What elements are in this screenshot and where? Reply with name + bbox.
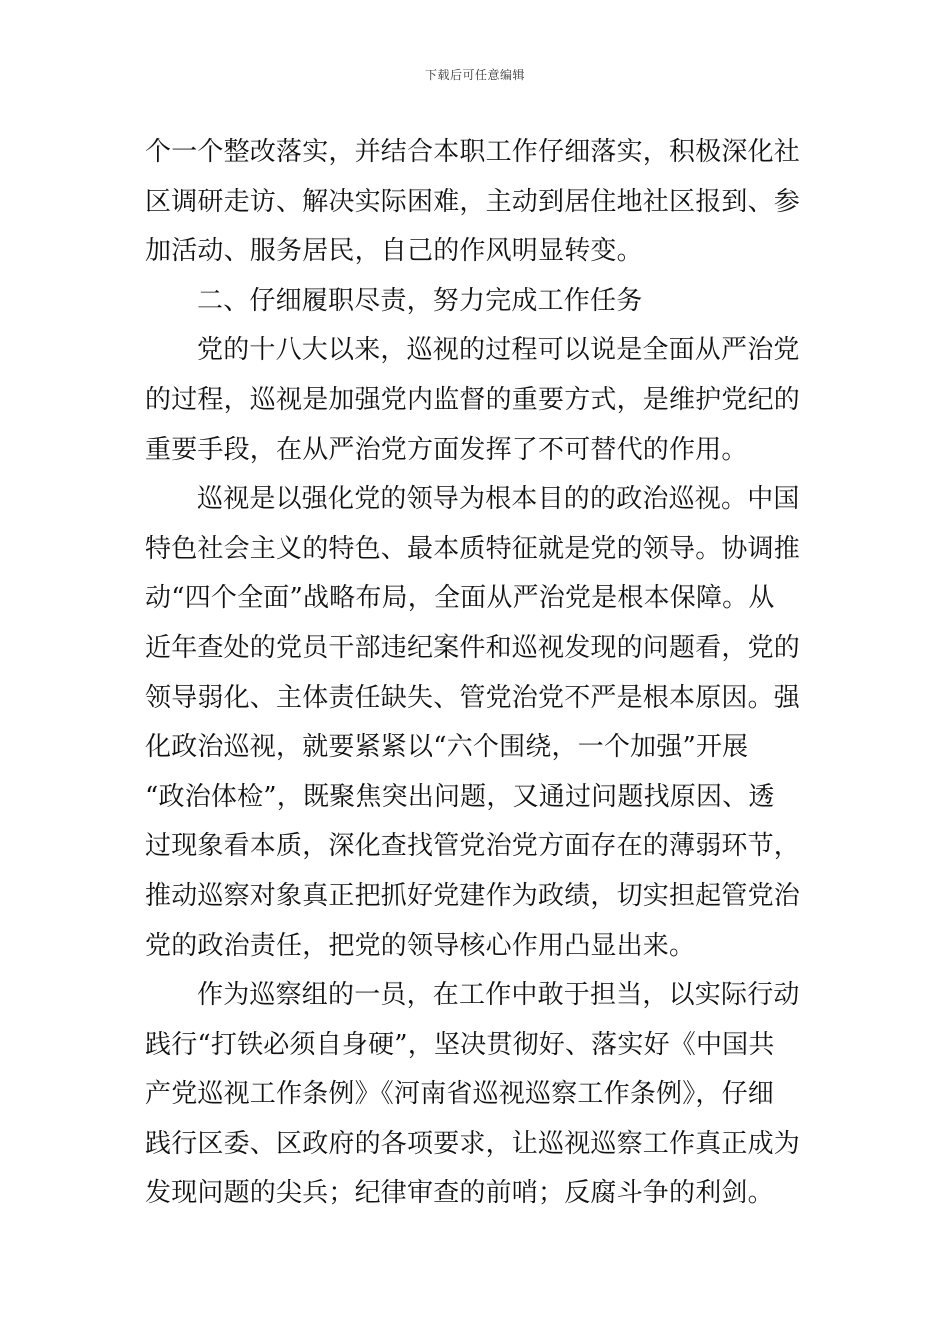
text-line: 践行“打铁必须自身硬”，坚决贯彻好、落实好《中国共 bbox=[145, 1029, 775, 1060]
text-line: “政治体检”，既聚焦突出问题，又通过问题找原因、透 bbox=[145, 781, 775, 812]
text-line: 加活动、服务居民，自己的作风明显转变。 bbox=[145, 236, 643, 267]
header-note: 下载后可任意编辑 bbox=[424, 68, 525, 82]
text-line: 特色社会主义的特色、最本质特征就是党的领导。协调推 bbox=[145, 533, 801, 564]
text-line: 过现象看本质，深化查找管党治党方面存在的薄弱环节， bbox=[145, 831, 801, 862]
section-heading: 二、仔细履职尽责，努力完成工作任务 bbox=[197, 285, 643, 316]
text-line: 领导弱化、主体责任缺失、管党治党不严是根本原因。强 bbox=[145, 682, 801, 713]
text-line: 重要手段，在从严治党方面发挥了不可替代的作用。 bbox=[145, 434, 748, 465]
text-line: 巡视是以强化党的领导为根本目的的政治巡视。中国 bbox=[197, 484, 800, 515]
text-line: 推动巡察对象真正把抓好党建作为政绩，切实担起管党治 bbox=[145, 880, 801, 911]
text-line: 产党巡视工作条例》《河南省巡视巡察工作条例》，仔细 bbox=[145, 1079, 775, 1110]
text-line: 党的十八大以来，巡视的过程可以说是全面从严治党 bbox=[197, 335, 800, 366]
text-line: 个一个整改落实，并结合本职工作仔细落实，积极深化社 bbox=[145, 137, 801, 167]
text-line: 发现问题的尖兵；纪律审查的前哨；反腐斗争的利剑。 bbox=[145, 1178, 774, 1209]
text-line: 近年查处的党员干部违纪案件和巡视发现的问题看，党的 bbox=[145, 632, 801, 663]
text-line: 动“四个全面”战略布局，全面从严治党是根本保障。从 bbox=[145, 583, 775, 614]
body-text bbox=[145, 128, 813, 1219]
text-line: 化政治巡视，就要紧紧以“六个围绕，一个加强”开展 bbox=[145, 732, 749, 763]
text-line: 党的政治责任，把党的领导核心作用凸显出来。 bbox=[145, 930, 696, 961]
text-line: 的过程，巡视是加强党内监督的重要方式，是维护党纪的 bbox=[145, 384, 801, 415]
text-line: 区调研走访、解决实际困难，主动到居住地社区报到、参 bbox=[145, 186, 801, 217]
text-line: 践行区委、区政府的各项要求，让巡视巡察工作真正成为 bbox=[145, 1128, 801, 1159]
text-line: 作为巡察组的一员，在工作中敢于担当，以实际行动 bbox=[197, 980, 800, 1011]
